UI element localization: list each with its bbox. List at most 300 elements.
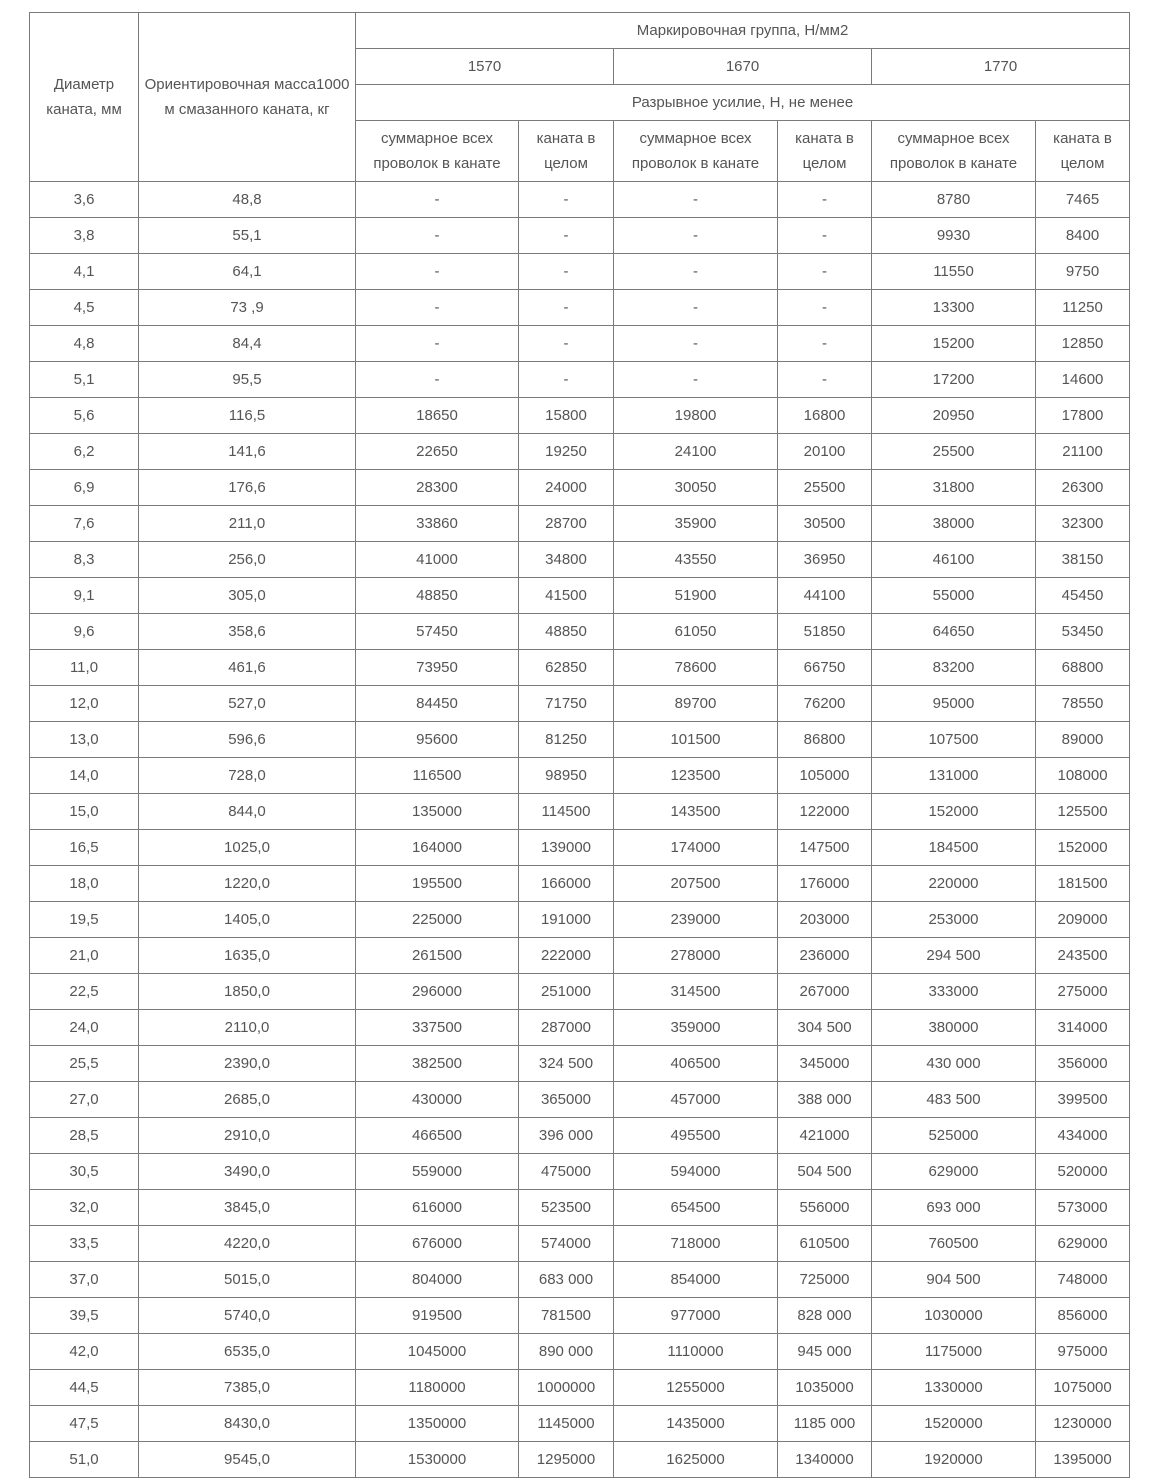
cell-1570-sum: - bbox=[356, 362, 519, 398]
cell-diameter: 18,0 bbox=[30, 866, 139, 902]
cell-mass: 2110,0 bbox=[139, 1010, 356, 1046]
cell-1570-rope: 1000000 bbox=[519, 1370, 614, 1406]
cell-1570-sum: 1180000 bbox=[356, 1370, 519, 1406]
table-row bbox=[30, 1010, 1130, 1046]
cell-1570-rope: - bbox=[519, 290, 614, 326]
cell-mass: 2910,0 bbox=[139, 1118, 356, 1154]
cell-1570-rope: - bbox=[519, 326, 614, 362]
cell-1570-sum: 337500 bbox=[356, 1010, 519, 1046]
cell-1670-rope: - bbox=[778, 290, 872, 326]
cell-mass: 461,6 bbox=[139, 650, 356, 686]
cell-1670-sum: 457000 bbox=[614, 1082, 778, 1118]
table-row bbox=[30, 974, 1130, 1010]
cell-1570-sum: - bbox=[356, 290, 519, 326]
cell-1670-rope: 1340000 bbox=[778, 1442, 872, 1478]
cell-mass: 211,0 bbox=[139, 506, 356, 542]
cell-1770-sum: 1920000 bbox=[872, 1442, 1036, 1478]
cell-1570-sum: 296000 bbox=[356, 974, 519, 1010]
cell-1570-sum: 195500 bbox=[356, 866, 519, 902]
cell-1670-sum: 89700 bbox=[614, 686, 778, 722]
table-row bbox=[30, 398, 1130, 434]
cell-mass: 527,0 bbox=[139, 686, 356, 722]
cell-1670-rope: 105000 bbox=[778, 758, 872, 794]
cell-1570-sum: 48850 bbox=[356, 578, 519, 614]
cell-diameter: 11,0 bbox=[30, 650, 139, 686]
cell-diameter: 7,6 bbox=[30, 506, 139, 542]
table-row bbox=[30, 542, 1130, 578]
cell-1570-rope: 71750 bbox=[519, 686, 614, 722]
cell-1570-sum: 225000 bbox=[356, 902, 519, 938]
table-body bbox=[30, 182, 1130, 1478]
cell-1770-sum: 107500 bbox=[872, 722, 1036, 758]
cell-1670-sum: 278000 bbox=[614, 938, 778, 974]
cell-diameter: 32,0 bbox=[30, 1190, 139, 1226]
cell-1670-rope: 304 500 bbox=[778, 1010, 872, 1046]
cell-1670-rope: - bbox=[778, 362, 872, 398]
table-row bbox=[30, 1370, 1130, 1406]
cell-1570-sum: 676000 bbox=[356, 1226, 519, 1262]
cell-1670-rope: 236000 bbox=[778, 938, 872, 974]
cell-1670-rope: 122000 bbox=[778, 794, 872, 830]
cell-diameter: 3,8 bbox=[30, 218, 139, 254]
cell-1570-sum: 73950 bbox=[356, 650, 519, 686]
cell-1570-rope: 15800 bbox=[519, 398, 614, 434]
header-diameter: Диаметр каната, мм bbox=[30, 13, 139, 182]
header-grade-1770: 1770 bbox=[872, 49, 1130, 85]
cell-1770-rope: 1230000 bbox=[1036, 1406, 1130, 1442]
cell-1570-rope: 98950 bbox=[519, 758, 614, 794]
header-mass: Ориентировочная масса1000 м смазанного каната, кг bbox=[139, 13, 356, 182]
table-row bbox=[30, 362, 1130, 398]
cell-1770-rope: 243500 bbox=[1036, 938, 1130, 974]
cell-1670-rope: - bbox=[778, 326, 872, 362]
table-row bbox=[30, 182, 1130, 218]
header-marking-group: Маркировочная группа, Н/мм2 bbox=[356, 13, 1130, 49]
cell-1570-rope: 781500 bbox=[519, 1298, 614, 1334]
cell-1570-sum: 430000 bbox=[356, 1082, 519, 1118]
cell-1570-rope: 191000 bbox=[519, 902, 614, 938]
cell-1570-rope: 222000 bbox=[519, 938, 614, 974]
table-row bbox=[30, 1262, 1130, 1298]
cell-diameter: 14,0 bbox=[30, 758, 139, 794]
cell-diameter: 9,1 bbox=[30, 578, 139, 614]
cell-mass: 844,0 bbox=[139, 794, 356, 830]
rope-table bbox=[29, 12, 1130, 1478]
table-row bbox=[30, 650, 1130, 686]
cell-1770-sum: 38000 bbox=[872, 506, 1036, 542]
cell-mass: 1405,0 bbox=[139, 902, 356, 938]
cell-1670-rope: 504 500 bbox=[778, 1154, 872, 1190]
cell-1570-rope: 24000 bbox=[519, 470, 614, 506]
cell-1670-sum: - bbox=[614, 290, 778, 326]
cell-1670-sum: 123500 bbox=[614, 758, 778, 794]
table-row bbox=[30, 686, 1130, 722]
cell-mass: 3845,0 bbox=[139, 1190, 356, 1226]
cell-diameter: 42,0 bbox=[30, 1334, 139, 1370]
cell-1670-rope: 147500 bbox=[778, 830, 872, 866]
cell-diameter: 6,9 bbox=[30, 470, 139, 506]
cell-1770-sum: 9930 bbox=[872, 218, 1036, 254]
cell-1670-rope: - bbox=[778, 254, 872, 290]
cell-diameter: 47,5 bbox=[30, 1406, 139, 1442]
cell-1670-sum: 977000 bbox=[614, 1298, 778, 1334]
cell-1670-sum: 1435000 bbox=[614, 1406, 778, 1442]
cell-1770-sum: 46100 bbox=[872, 542, 1036, 578]
cell-1770-sum: 20950 bbox=[872, 398, 1036, 434]
cell-1670-sum: 654500 bbox=[614, 1190, 778, 1226]
cell-1770-sum: 1330000 bbox=[872, 1370, 1036, 1406]
header-sum-all-wires: суммарное всех проволок в канате bbox=[872, 121, 1036, 182]
cell-1670-sum: 718000 bbox=[614, 1226, 778, 1262]
cell-1770-rope: 181500 bbox=[1036, 866, 1130, 902]
cell-mass: 95,5 bbox=[139, 362, 356, 398]
cell-1770-sum: 13300 bbox=[872, 290, 1036, 326]
table-row bbox=[30, 1406, 1130, 1442]
cell-1770-sum: 95000 bbox=[872, 686, 1036, 722]
cell-1770-rope: 17800 bbox=[1036, 398, 1130, 434]
cell-1670-sum: 24100 bbox=[614, 434, 778, 470]
cell-1770-sum: 333000 bbox=[872, 974, 1036, 1010]
cell-1570-rope: 1145000 bbox=[519, 1406, 614, 1442]
cell-1570-rope: 62850 bbox=[519, 650, 614, 686]
cell-1770-rope: 1075000 bbox=[1036, 1370, 1130, 1406]
cell-1670-sum: 594000 bbox=[614, 1154, 778, 1190]
cell-1570-rope: - bbox=[519, 362, 614, 398]
cell-1770-rope: 275000 bbox=[1036, 974, 1130, 1010]
table-row bbox=[30, 1154, 1130, 1190]
cell-1770-sum: 55000 bbox=[872, 578, 1036, 614]
cell-1670-rope: 1035000 bbox=[778, 1370, 872, 1406]
cell-diameter: 3,6 bbox=[30, 182, 139, 218]
cell-diameter: 33,5 bbox=[30, 1226, 139, 1262]
cell-diameter: 30,5 bbox=[30, 1154, 139, 1190]
cell-1570-rope: 166000 bbox=[519, 866, 614, 902]
cell-1570-rope: 574000 bbox=[519, 1226, 614, 1262]
cell-1670-sum: 1625000 bbox=[614, 1442, 778, 1478]
cell-1570-sum: 28300 bbox=[356, 470, 519, 506]
cell-1570-sum: 559000 bbox=[356, 1154, 519, 1190]
cell-1770-sum: 380000 bbox=[872, 1010, 1036, 1046]
cell-diameter: 21,0 bbox=[30, 938, 139, 974]
cell-1570-sum: 33860 bbox=[356, 506, 519, 542]
cell-1670-sum: 35900 bbox=[614, 506, 778, 542]
cell-1570-sum: 116500 bbox=[356, 758, 519, 794]
cell-1670-sum: 239000 bbox=[614, 902, 778, 938]
cell-1770-sum: 525000 bbox=[872, 1118, 1036, 1154]
cell-1570-sum: 1045000 bbox=[356, 1334, 519, 1370]
cell-1770-sum: 25500 bbox=[872, 434, 1036, 470]
cell-1670-sum: 51900 bbox=[614, 578, 778, 614]
cell-1570-sum: 135000 bbox=[356, 794, 519, 830]
cell-1570-sum: - bbox=[356, 326, 519, 362]
table-row bbox=[30, 1298, 1130, 1334]
cell-1770-rope: 7465 bbox=[1036, 182, 1130, 218]
cell-1770-sum: 1520000 bbox=[872, 1406, 1036, 1442]
cell-diameter: 4,5 bbox=[30, 290, 139, 326]
cell-1770-rope: 9750 bbox=[1036, 254, 1130, 290]
cell-1570-sum: 1530000 bbox=[356, 1442, 519, 1478]
cell-1570-rope: 683 000 bbox=[519, 1262, 614, 1298]
cell-1670-sum: 30050 bbox=[614, 470, 778, 506]
header-rope-whole: каната в целом bbox=[1036, 121, 1130, 182]
cell-1570-sum: 261500 bbox=[356, 938, 519, 974]
cell-1670-sum: 314500 bbox=[614, 974, 778, 1010]
table-row bbox=[30, 902, 1130, 938]
cell-1570-sum: - bbox=[356, 182, 519, 218]
cell-1670-rope: 25500 bbox=[778, 470, 872, 506]
cell-1770-rope: 125500 bbox=[1036, 794, 1130, 830]
cell-1570-rope: 139000 bbox=[519, 830, 614, 866]
cell-mass: 116,5 bbox=[139, 398, 356, 434]
cell-diameter: 9,6 bbox=[30, 614, 139, 650]
cell-diameter: 8,3 bbox=[30, 542, 139, 578]
cell-1770-rope: 856000 bbox=[1036, 1298, 1130, 1334]
header-sum-all-wires: суммарное всех проволок в канате bbox=[614, 121, 778, 182]
cell-1770-sum: 904 500 bbox=[872, 1262, 1036, 1298]
cell-1770-sum: 294 500 bbox=[872, 938, 1036, 974]
cell-1770-sum: 629000 bbox=[872, 1154, 1036, 1190]
cell-1770-rope: 356000 bbox=[1036, 1046, 1130, 1082]
cell-1670-rope: 421000 bbox=[778, 1118, 872, 1154]
cell-1670-rope: 66750 bbox=[778, 650, 872, 686]
cell-diameter: 4,8 bbox=[30, 326, 139, 362]
cell-1770-sum: 253000 bbox=[872, 902, 1036, 938]
table-row bbox=[30, 1334, 1130, 1370]
cell-1770-sum: 760500 bbox=[872, 1226, 1036, 1262]
cell-mass: 176,6 bbox=[139, 470, 356, 506]
cell-1670-rope: 176000 bbox=[778, 866, 872, 902]
cell-1770-rope: 434000 bbox=[1036, 1118, 1130, 1154]
cell-1770-rope: 399500 bbox=[1036, 1082, 1130, 1118]
cell-mass: 1850,0 bbox=[139, 974, 356, 1010]
cell-1570-rope: 48850 bbox=[519, 614, 614, 650]
cell-1570-rope: 475000 bbox=[519, 1154, 614, 1190]
cell-1670-sum: - bbox=[614, 362, 778, 398]
cell-1770-rope: 68800 bbox=[1036, 650, 1130, 686]
cell-1570-sum: 466500 bbox=[356, 1118, 519, 1154]
cell-diameter: 39,5 bbox=[30, 1298, 139, 1334]
cell-diameter: 51,0 bbox=[30, 1442, 139, 1478]
cell-1570-rope: 890 000 bbox=[519, 1334, 614, 1370]
cell-1570-rope: 365000 bbox=[519, 1082, 614, 1118]
cell-1770-rope: 209000 bbox=[1036, 902, 1130, 938]
cell-1570-sum: - bbox=[356, 218, 519, 254]
cell-1670-rope: 36950 bbox=[778, 542, 872, 578]
cell-1670-sum: 19800 bbox=[614, 398, 778, 434]
cell-1670-sum: 495500 bbox=[614, 1118, 778, 1154]
cell-1570-rope: 81250 bbox=[519, 722, 614, 758]
table-row bbox=[30, 614, 1130, 650]
cell-1770-rope: 314000 bbox=[1036, 1010, 1130, 1046]
cell-1670-sum: - bbox=[614, 218, 778, 254]
cell-1770-sum: 64650 bbox=[872, 614, 1036, 650]
cell-1670-rope: 945 000 bbox=[778, 1334, 872, 1370]
cell-mass: 8430,0 bbox=[139, 1406, 356, 1442]
cell-diameter: 6,2 bbox=[30, 434, 139, 470]
cell-1570-rope: 523500 bbox=[519, 1190, 614, 1226]
cell-1770-rope: 32300 bbox=[1036, 506, 1130, 542]
cell-1770-sum: 8780 bbox=[872, 182, 1036, 218]
cell-mass: 358,6 bbox=[139, 614, 356, 650]
cell-1570-sum: 22650 bbox=[356, 434, 519, 470]
cell-1670-rope: 44100 bbox=[778, 578, 872, 614]
cell-1670-rope: 725000 bbox=[778, 1262, 872, 1298]
cell-diameter: 5,1 bbox=[30, 362, 139, 398]
cell-1770-rope: 12850 bbox=[1036, 326, 1130, 362]
table-row bbox=[30, 1190, 1130, 1226]
cell-1770-sum: 31800 bbox=[872, 470, 1036, 506]
cell-1770-rope: 748000 bbox=[1036, 1262, 1130, 1298]
cell-1570-sum: 164000 bbox=[356, 830, 519, 866]
cell-1770-rope: 89000 bbox=[1036, 722, 1130, 758]
cell-diameter: 37,0 bbox=[30, 1262, 139, 1298]
table-row bbox=[30, 290, 1130, 326]
cell-1770-sum: 483 500 bbox=[872, 1082, 1036, 1118]
cell-diameter: 15,0 bbox=[30, 794, 139, 830]
cell-1670-sum: 174000 bbox=[614, 830, 778, 866]
cell-1670-rope: 30500 bbox=[778, 506, 872, 542]
table-row bbox=[30, 722, 1130, 758]
cell-1570-rope: 41500 bbox=[519, 578, 614, 614]
cell-1570-rope: 287000 bbox=[519, 1010, 614, 1046]
cell-mass: 256,0 bbox=[139, 542, 356, 578]
cell-1670-sum: 207500 bbox=[614, 866, 778, 902]
cell-1770-rope: 14600 bbox=[1036, 362, 1130, 398]
table-row bbox=[30, 578, 1130, 614]
cell-diameter: 4,1 bbox=[30, 254, 139, 290]
cell-1570-rope: 1295000 bbox=[519, 1442, 614, 1478]
cell-mass: 64,1 bbox=[139, 254, 356, 290]
cell-mass: 6535,0 bbox=[139, 1334, 356, 1370]
cell-1670-rope: 388 000 bbox=[778, 1082, 872, 1118]
cell-1770-sum: 693 000 bbox=[872, 1190, 1036, 1226]
cell-1570-rope: 28700 bbox=[519, 506, 614, 542]
cell-mass: 2685,0 bbox=[139, 1082, 356, 1118]
cell-diameter: 19,5 bbox=[30, 902, 139, 938]
cell-diameter: 24,0 bbox=[30, 1010, 139, 1046]
cell-diameter: 28,5 bbox=[30, 1118, 139, 1154]
cell-1570-sum: 382500 bbox=[356, 1046, 519, 1082]
cell-1670-rope: 1185 000 bbox=[778, 1406, 872, 1442]
cell-1770-rope: 152000 bbox=[1036, 830, 1130, 866]
table-row bbox=[30, 434, 1130, 470]
cell-diameter: 27,0 bbox=[30, 1082, 139, 1118]
cell-1670-sum: - bbox=[614, 254, 778, 290]
cell-1770-rope: 975000 bbox=[1036, 1334, 1130, 1370]
cell-mass: 728,0 bbox=[139, 758, 356, 794]
cell-1770-rope: 38150 bbox=[1036, 542, 1130, 578]
cell-1770-sum: 220000 bbox=[872, 866, 1036, 902]
cell-mass: 9545,0 bbox=[139, 1442, 356, 1478]
cell-1670-sum: - bbox=[614, 182, 778, 218]
header-sum-all-wires: суммарное всех проволок в канате bbox=[356, 121, 519, 182]
cell-mass: 141,6 bbox=[139, 434, 356, 470]
cell-1670-rope: 16800 bbox=[778, 398, 872, 434]
cell-1570-rope: 114500 bbox=[519, 794, 614, 830]
cell-1770-rope: 573000 bbox=[1036, 1190, 1130, 1226]
cell-mass: 1025,0 bbox=[139, 830, 356, 866]
table-row bbox=[30, 758, 1130, 794]
cell-mass: 7385,0 bbox=[139, 1370, 356, 1406]
cell-1570-rope: 396 000 bbox=[519, 1118, 614, 1154]
table-row bbox=[30, 794, 1130, 830]
cell-mass: 2390,0 bbox=[139, 1046, 356, 1082]
header-grade-1670: 1670 bbox=[614, 49, 872, 85]
cell-mass: 305,0 bbox=[139, 578, 356, 614]
cell-diameter: 22,5 bbox=[30, 974, 139, 1010]
cell-1670-rope: 76200 bbox=[778, 686, 872, 722]
cell-1670-rope: 51850 bbox=[778, 614, 872, 650]
header-breaking-force: Разрывное усилие, Н, не менее bbox=[356, 85, 1130, 121]
cell-diameter: 25,5 bbox=[30, 1046, 139, 1082]
cell-1770-rope: 26300 bbox=[1036, 470, 1130, 506]
cell-1670-sum: 101500 bbox=[614, 722, 778, 758]
cell-1570-rope: - bbox=[519, 254, 614, 290]
cell-1770-sum: 15200 bbox=[872, 326, 1036, 362]
cell-diameter: 44,5 bbox=[30, 1370, 139, 1406]
header-rope-whole: каната в целом bbox=[519, 121, 614, 182]
cell-1570-sum: 616000 bbox=[356, 1190, 519, 1226]
table-row bbox=[30, 1046, 1130, 1082]
cell-1770-rope: 8400 bbox=[1036, 218, 1130, 254]
table-row bbox=[30, 1118, 1130, 1154]
cell-1770-sum: 1030000 bbox=[872, 1298, 1036, 1334]
cell-1770-sum: 17200 bbox=[872, 362, 1036, 398]
cell-1570-rope: 34800 bbox=[519, 542, 614, 578]
cell-1570-rope: 251000 bbox=[519, 974, 614, 1010]
table-row bbox=[30, 830, 1130, 866]
table-row bbox=[30, 1082, 1130, 1118]
cell-1570-sum: 84450 bbox=[356, 686, 519, 722]
cell-1570-rope: 19250 bbox=[519, 434, 614, 470]
cell-mass: 5740,0 bbox=[139, 1298, 356, 1334]
cell-1670-rope: 610500 bbox=[778, 1226, 872, 1262]
cell-1670-rope: 828 000 bbox=[778, 1298, 872, 1334]
cell-diameter: 5,6 bbox=[30, 398, 139, 434]
cell-1570-sum: 95600 bbox=[356, 722, 519, 758]
cell-1570-sum: 41000 bbox=[356, 542, 519, 578]
table-row bbox=[30, 866, 1130, 902]
table-row bbox=[30, 218, 1130, 254]
cell-1570-sum: 57450 bbox=[356, 614, 519, 650]
cell-1770-rope: 1395000 bbox=[1036, 1442, 1130, 1478]
cell-1670-sum: 1255000 bbox=[614, 1370, 778, 1406]
cell-1670-rope: - bbox=[778, 218, 872, 254]
cell-diameter: 16,5 bbox=[30, 830, 139, 866]
cell-1570-sum: - bbox=[356, 254, 519, 290]
cell-1670-rope: 86800 bbox=[778, 722, 872, 758]
cell-1570-rope: 324 500 bbox=[519, 1046, 614, 1082]
table-row bbox=[30, 326, 1130, 362]
table-row bbox=[30, 506, 1130, 542]
cell-mass: 1635,0 bbox=[139, 938, 356, 974]
header-grade-1570: 1570 bbox=[356, 49, 614, 85]
cell-mass: 3490,0 bbox=[139, 1154, 356, 1190]
cell-1670-sum: 359000 bbox=[614, 1010, 778, 1046]
cell-1570-sum: 804000 bbox=[356, 1262, 519, 1298]
cell-1670-rope: 203000 bbox=[778, 902, 872, 938]
cell-1670-sum: 43550 bbox=[614, 542, 778, 578]
cell-1670-rope: 345000 bbox=[778, 1046, 872, 1082]
cell-1670-rope: 267000 bbox=[778, 974, 872, 1010]
cell-1670-sum: 406500 bbox=[614, 1046, 778, 1082]
cell-mass: 48,8 bbox=[139, 182, 356, 218]
cell-1770-sum: 11550 bbox=[872, 254, 1036, 290]
cell-1670-rope: - bbox=[778, 182, 872, 218]
cell-1570-sum: 1350000 bbox=[356, 1406, 519, 1442]
cell-1770-sum: 152000 bbox=[872, 794, 1036, 830]
cell-mass: 55,1 bbox=[139, 218, 356, 254]
